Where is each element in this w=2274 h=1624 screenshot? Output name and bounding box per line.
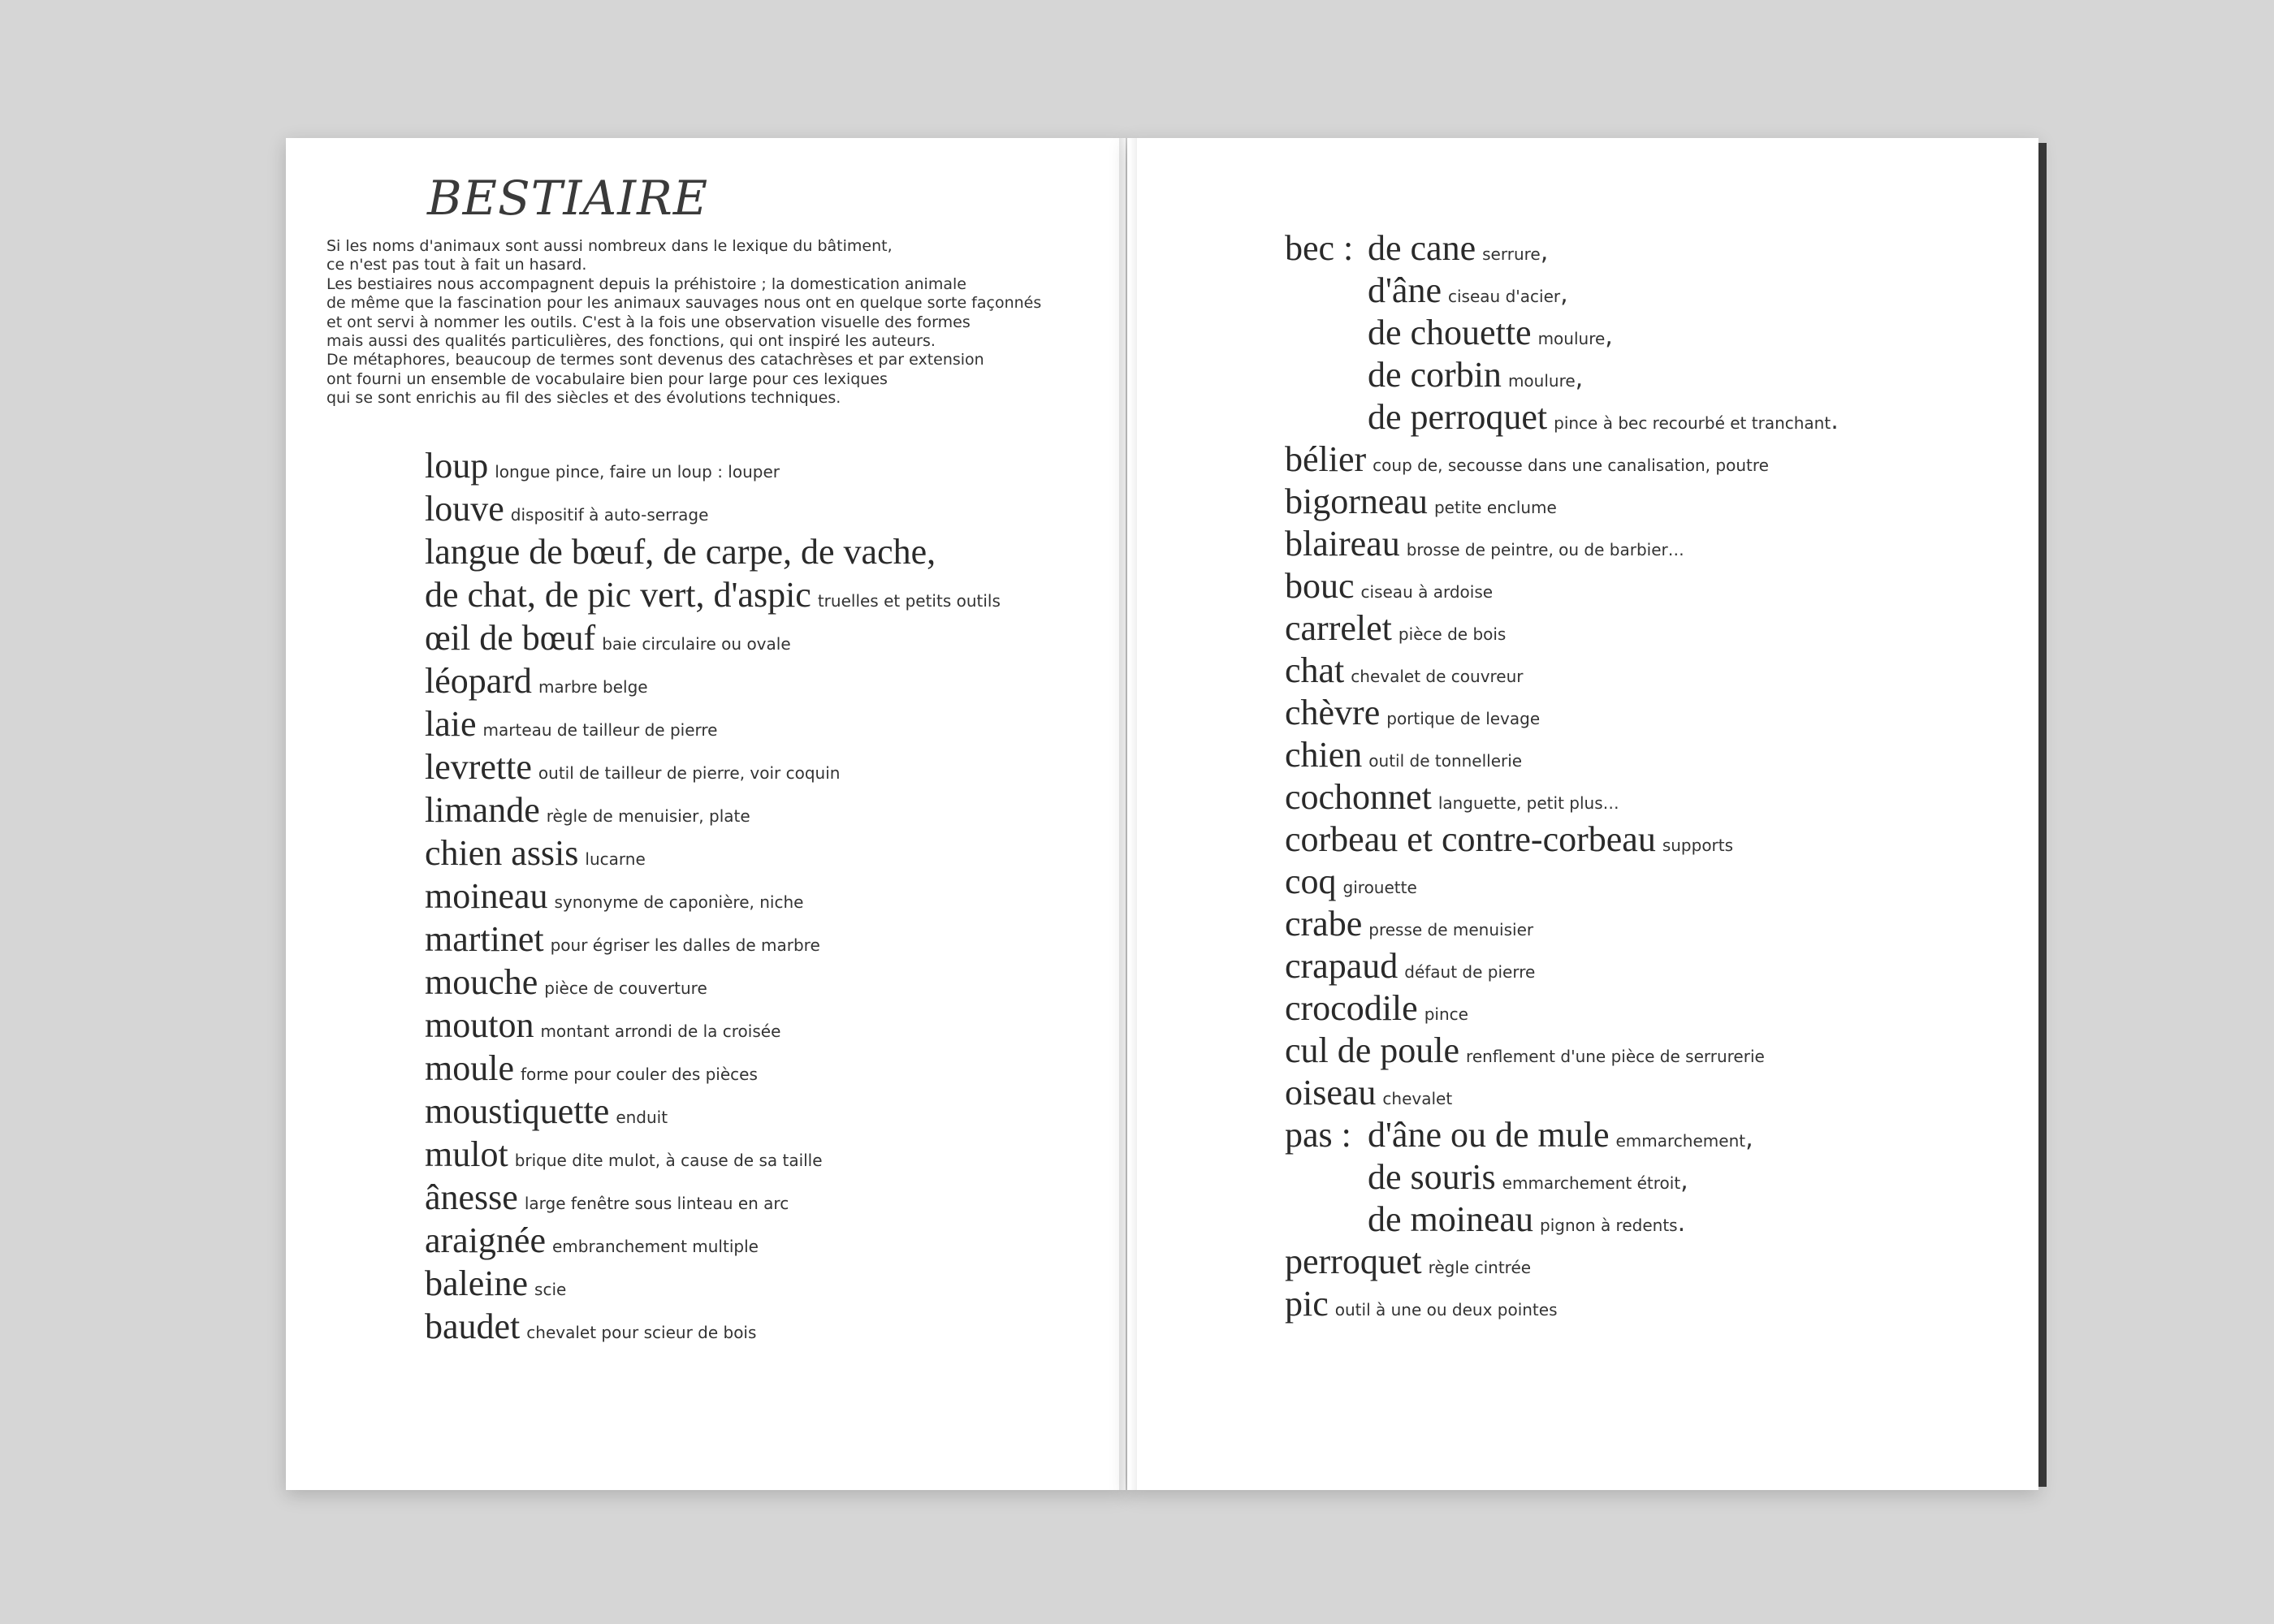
entry-definition: chevalet pour scieur de bois <box>526 1323 757 1342</box>
intro-paragraph <box>326 237 1098 408</box>
entry-definition: truelles et petits outils <box>817 591 1001 611</box>
entry-definition: enduit <box>616 1108 668 1127</box>
entry-punctuation: . <box>1677 1209 1686 1237</box>
entry-term: mouton <box>425 1005 534 1045</box>
entry-term: limande <box>425 790 540 830</box>
entry <box>425 1220 1001 1263</box>
intro-line: et ont servi à nommer les outils. C'est à la fois une observation visuelle des formes <box>326 313 971 331</box>
entry-definition: emmarchement <box>1615 1131 1746 1151</box>
entry <box>425 531 1001 574</box>
entry <box>425 574 1001 617</box>
entry-term: de perroquet <box>1368 397 1548 437</box>
entry-punctuation: , <box>1680 1167 1688 1195</box>
entry-term: bigorneau <box>1285 482 1428 521</box>
entry-term: léopard <box>425 661 532 701</box>
intro-line: qui se sont enrichis au fil des siècles et des évolutions techniques. <box>326 389 841 408</box>
entry <box>1285 481 1839 523</box>
book-gutter <box>1119 138 1137 1490</box>
entry <box>425 961 1001 1004</box>
entry-term: cul de poule <box>1285 1030 1460 1070</box>
entry-definition: pièce de bois <box>1398 624 1507 644</box>
entry-bec-sub <box>1285 270 1839 312</box>
entry-definition: outil de tonnellerie <box>1368 751 1523 771</box>
entry-term: perroquet <box>1285 1242 1422 1281</box>
intro-line: de même que la fascination pour les animaux sauvages nous ont en quelque sorte façonnés <box>326 294 1042 313</box>
entry-definition: défaut de pierre <box>1404 962 1536 982</box>
entry-definition: dispositif à auto-serrage <box>510 505 709 525</box>
entry-term: langue de bœuf, de carpe, de vache, <box>425 532 936 572</box>
entry-definition: synonyme de caponière, niche <box>554 892 804 912</box>
entry-definition: petite enclume <box>1433 498 1557 517</box>
entry-definition: serrure <box>1482 244 1541 264</box>
entry <box>425 703 1001 746</box>
entry <box>425 1306 1001 1349</box>
entry <box>1285 1072 1839 1114</box>
entry <box>1285 903 1839 945</box>
entry-definition: outil de tailleur de pierre, voir coquin <box>538 763 841 783</box>
entry-term: crocodile <box>1285 988 1418 1028</box>
entry-term: mouche <box>425 962 538 1002</box>
entry-term: loup <box>425 446 489 486</box>
entry-definition: montant arrondi de la croisée <box>540 1021 781 1041</box>
entry-bec-sub <box>1285 396 1839 438</box>
entry-definition: languette, petit plus… <box>1437 793 1619 813</box>
entry-term: de cane <box>1368 228 1476 268</box>
entry-term: moule <box>425 1048 514 1088</box>
entry <box>425 1134 1001 1177</box>
entry-term: de chat, de pic vert, d'aspic <box>425 575 811 615</box>
entry-term: chat <box>1285 650 1345 690</box>
entry-punctuation: . <box>1831 407 1839 435</box>
entry-term: coq <box>1285 862 1337 901</box>
entry-term: crabe <box>1285 904 1363 944</box>
entry-definition: coup de, secousse dans une canalisation, poutre <box>1373 456 1769 475</box>
entry-term: pic <box>1285 1284 1329 1324</box>
entry-definition: pince <box>1424 1004 1468 1024</box>
entry-pas <box>1285 1114 1839 1156</box>
entry <box>1285 734 1839 776</box>
entry-term: bouc <box>1285 566 1355 606</box>
entry-definition: moulure <box>1507 371 1576 391</box>
entry <box>425 660 1001 703</box>
entry-punctuation: , <box>1605 322 1613 351</box>
entry-definition: chevalet <box>1382 1089 1453 1108</box>
entry <box>425 918 1001 961</box>
intro-line: ont fourni un ensemble de vocabulaire bien pour large pour ces lexiques <box>326 369 888 388</box>
entry-term: chèvre <box>1285 693 1381 732</box>
entry <box>425 746 1001 789</box>
entry-definition: scie <box>534 1280 567 1299</box>
entry <box>1285 1283 1839 1325</box>
entry-term: de moineau <box>1368 1199 1534 1239</box>
entry-definition: pièce de couverture <box>544 978 707 998</box>
entry-pas-sub <box>1285 1199 1839 1241</box>
entry-term: bélier <box>1285 439 1367 479</box>
entry-term: louve <box>425 489 504 529</box>
right-entry-list <box>1285 227 1839 1325</box>
entry-lead-term: pas : <box>1285 1115 1351 1155</box>
entry-term: œil de bœuf <box>425 618 596 658</box>
entry-lead-term: bec : <box>1285 228 1354 268</box>
entry-term: levrette <box>425 747 532 787</box>
entry-definition: lucarne <box>585 849 646 869</box>
entry-definition: baie circulaire ou ovale <box>602 634 791 654</box>
entry <box>425 789 1001 832</box>
left-entry-list <box>425 445 1001 1349</box>
entry <box>1285 1241 1839 1283</box>
entry-term: blaireau <box>1285 524 1400 564</box>
entry <box>425 488 1001 531</box>
entry-term: chien assis <box>425 833 579 873</box>
entry-definition: brosse de peintre, ou de barbier… <box>1406 540 1684 559</box>
intro-line: Si les noms d'animaux sont aussi nombreux dans le lexique du bâtiment, <box>326 237 893 255</box>
entry <box>425 445 1001 488</box>
entry-term: corbeau et contre-corbeau <box>1285 819 1656 859</box>
entry-definition: marteau de tailleur de pierre <box>482 720 718 740</box>
entry-definition: embranchement multiple <box>552 1237 759 1256</box>
entry-term: d'âne <box>1368 270 1442 310</box>
entry-term: de souris <box>1368 1157 1496 1197</box>
entry-definition: pince à bec recourbé et tranchant <box>1554 413 1831 433</box>
entry-term: chien <box>1285 735 1363 775</box>
intro-line: ce n'est pas tout à fait un hasard. <box>326 256 587 274</box>
entry-term: carrelet <box>1285 608 1392 648</box>
entry <box>425 1177 1001 1220</box>
entry <box>1285 650 1839 692</box>
entry-term: crapaud <box>1285 946 1399 986</box>
entry-punctuation: , <box>1540 238 1549 266</box>
entry <box>1285 776 1839 818</box>
entry-punctuation: , <box>1575 365 1584 393</box>
intro-line: mais aussi des qualités particulières, des fonctions, qui ont inspiré les auteurs. <box>326 332 936 351</box>
entry-definition: ciseau à ardoise <box>1360 582 1494 602</box>
entry-bec <box>1285 227 1839 270</box>
entry-punctuation: , <box>1560 280 1568 309</box>
entry-term: cochonnet <box>1285 777 1432 817</box>
entry-definition: girouette <box>1342 878 1417 897</box>
entry-definition: presse de menuisier <box>1368 920 1534 939</box>
entry-pas-sub <box>1285 1156 1839 1199</box>
entry <box>1285 818 1839 861</box>
entry <box>1285 945 1839 987</box>
entry-definition: large fenêtre sous linteau en arc <box>524 1194 789 1213</box>
entry-definition: ciseau d'acier <box>1448 287 1561 306</box>
entry <box>1285 438 1839 481</box>
entry-definition: marbre belge <box>538 677 648 697</box>
entry-term: d'âne ou de mule <box>1368 1115 1610 1155</box>
entry-definition: pour égriser les dalles de marbre <box>550 935 820 955</box>
entry-term: baudet <box>425 1307 521 1346</box>
entry-term: moineau <box>425 876 548 916</box>
entry-bec-sub <box>1285 354 1839 396</box>
entry-term: de corbin <box>1368 355 1502 395</box>
entry-term: baleine <box>425 1263 529 1303</box>
entry-definition: règle cintrée <box>1428 1258 1532 1277</box>
intro-line: Les bestiaires nous accompagnent depuis la préhistoire ; la domestication animale <box>326 274 966 293</box>
entry <box>1285 607 1839 650</box>
entry-term: de chouette <box>1368 313 1532 352</box>
entry <box>425 875 1001 918</box>
entry-definition: chevalet de couvreur <box>1351 667 1524 686</box>
page-title: BESTIAIRE <box>427 171 709 226</box>
entry-definition: portique de levage <box>1386 709 1541 728</box>
entry-definition: emmarchement étroit <box>1502 1173 1681 1193</box>
entry-term: martinet <box>425 919 544 959</box>
entry-term: laie <box>425 704 477 744</box>
entry <box>425 1004 1001 1047</box>
entry-definition: forme pour couler des pièces <box>520 1065 758 1084</box>
entry-definition: renflement d'une pièce de serrurerie <box>1466 1047 1765 1066</box>
entry-term: moustiquette <box>425 1091 610 1131</box>
entry-definition: longue pince, faire un loup : louper <box>495 462 780 482</box>
entry-bec-sub <box>1285 312 1839 354</box>
intro-line: De métaphores, beaucoup de termes sont devenus des catachrèses et par extension <box>326 351 984 369</box>
entry <box>1285 987 1839 1030</box>
entry-definition: brique dite mulot, à cause de sa taille <box>514 1151 823 1170</box>
entry <box>1285 565 1839 607</box>
entry-definition: supports <box>1662 836 1734 855</box>
entry <box>425 832 1001 875</box>
entry-term: araignée <box>425 1220 546 1260</box>
entry-definition: outil à une ou deux pointes <box>1334 1300 1558 1320</box>
entry-term: oiseau <box>1285 1073 1377 1112</box>
entry-term: ânesse <box>425 1177 518 1217</box>
entry <box>425 1091 1001 1134</box>
entry-punctuation: , <box>1745 1125 1753 1153</box>
entry-definition: moulure <box>1537 329 1606 348</box>
entry <box>425 1263 1001 1306</box>
entry <box>425 1047 1001 1091</box>
entry <box>425 617 1001 660</box>
entry <box>1285 861 1839 903</box>
entry-term: mulot <box>425 1134 508 1174</box>
entry-definition: pignon à redents <box>1540 1216 1678 1235</box>
entry-definition: règle de menuisier, plate <box>546 806 750 826</box>
entry <box>1285 692 1839 734</box>
entry <box>1285 1030 1839 1072</box>
entry <box>1285 523 1839 565</box>
